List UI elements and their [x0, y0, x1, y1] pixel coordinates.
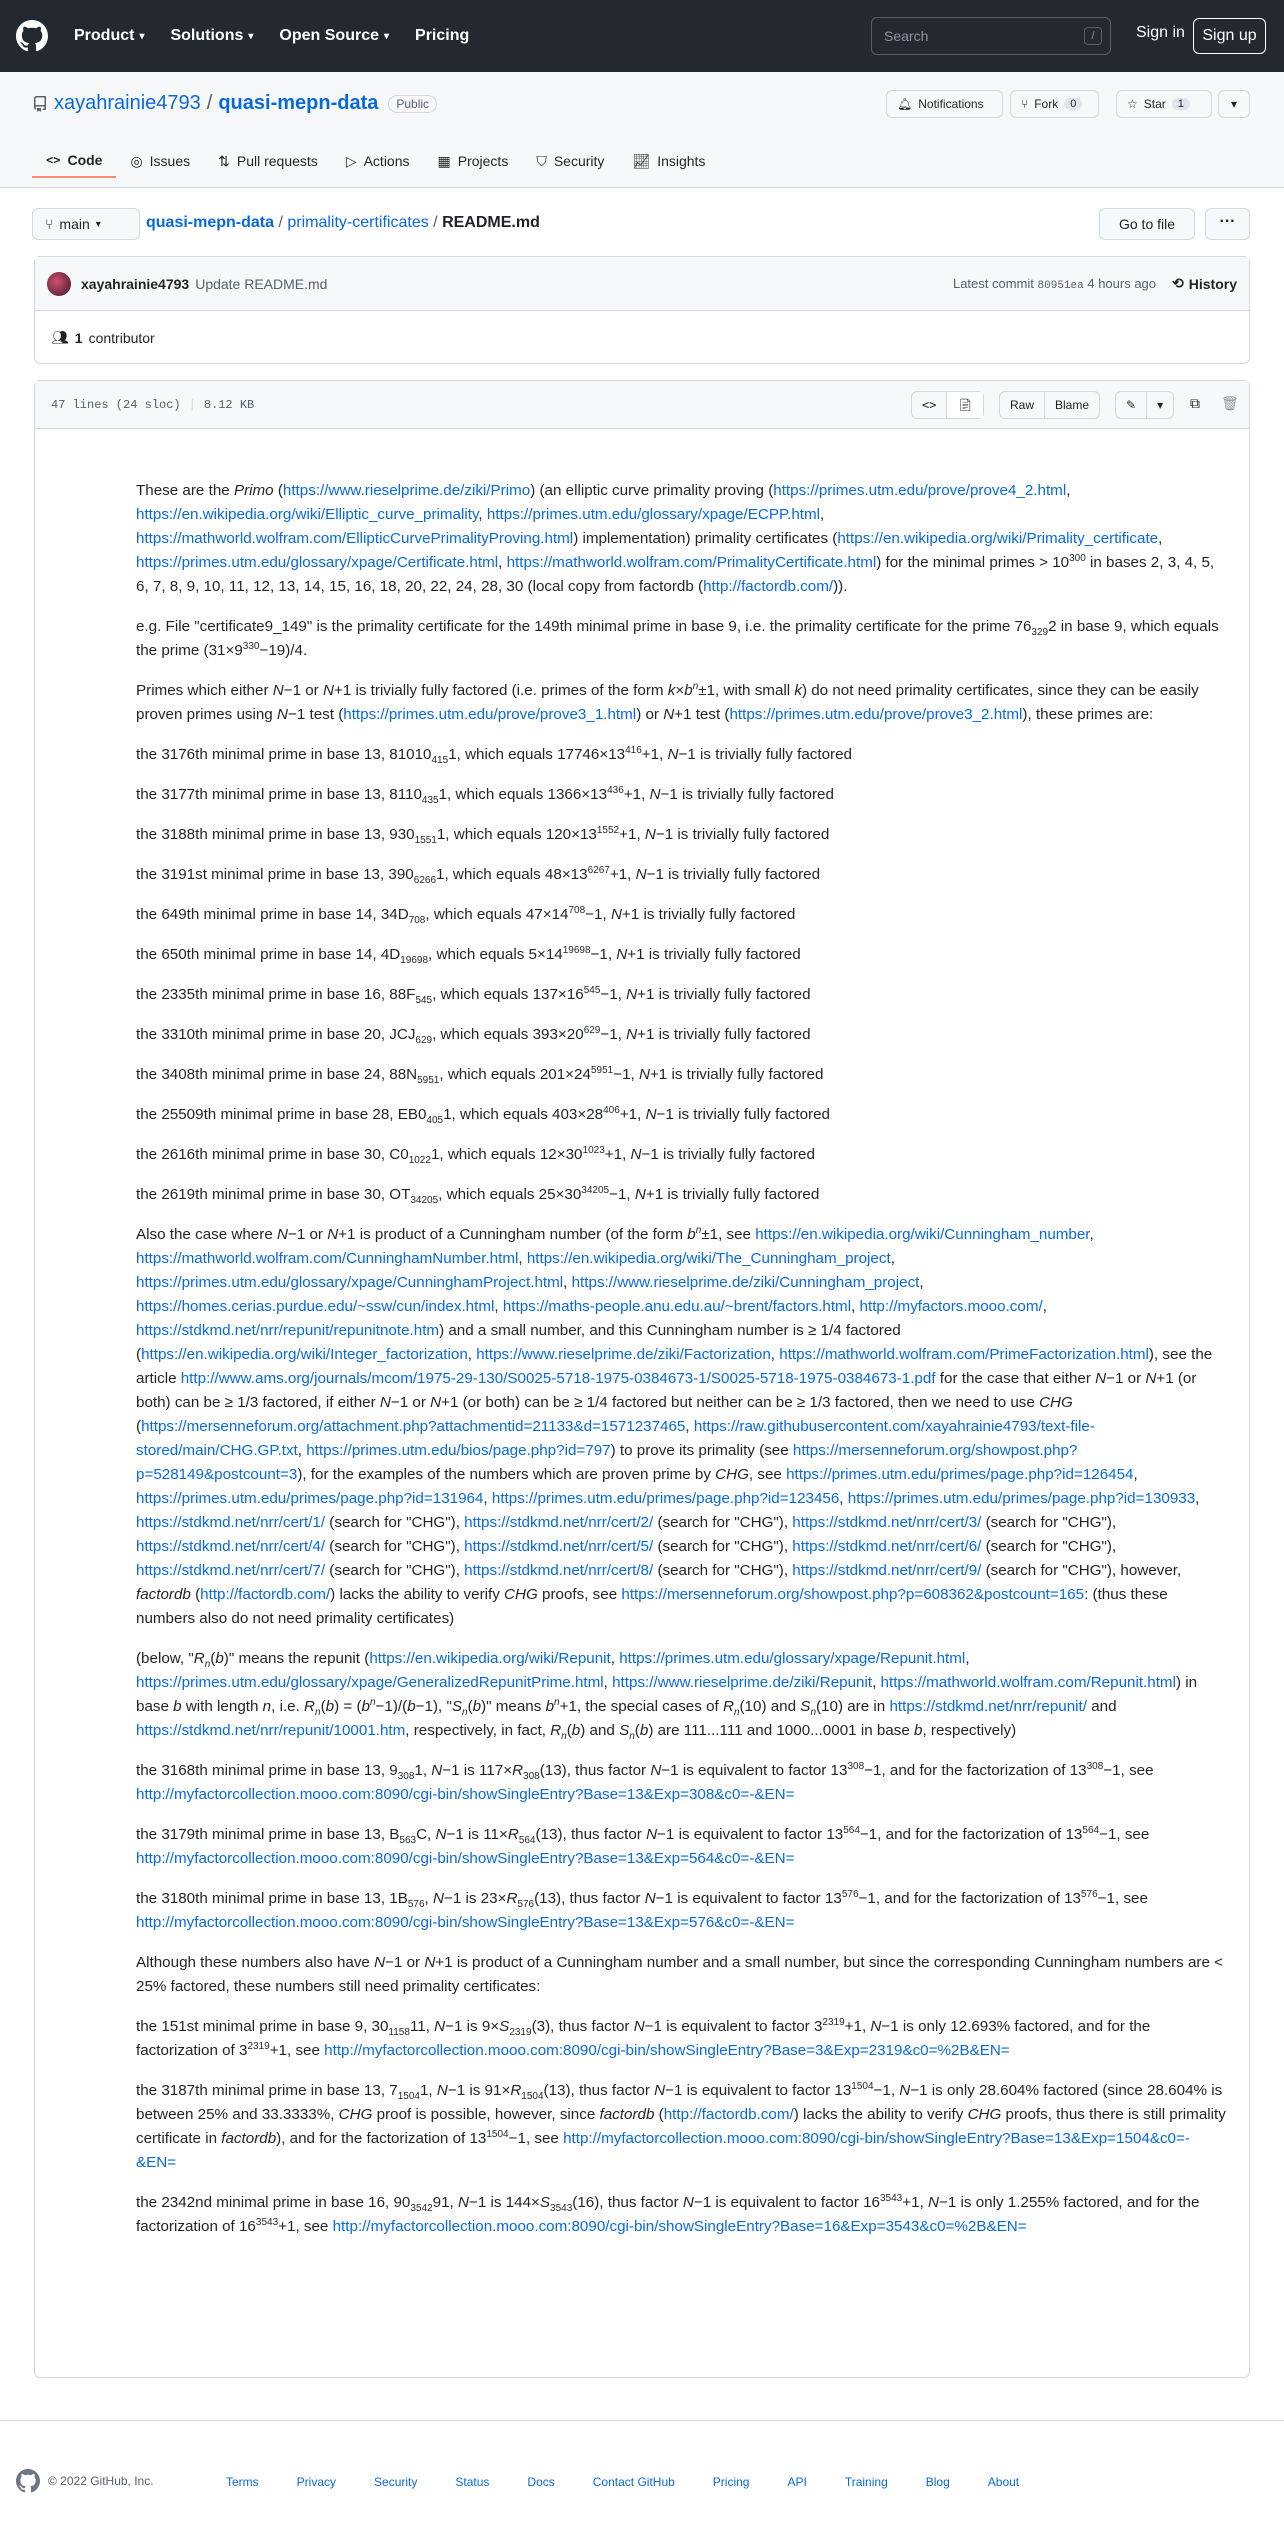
nav-solutions[interactable] — [170, 27, 253, 45]
link[interactable]: http://factordb.com/ — [663, 2106, 794, 2123]
nav-pricing[interactable]: Pricing — [415, 27, 470, 44]
tab-label: Actions — [363, 153, 410, 169]
link[interactable]: https://stdkmd.net/nrr/repunit/repunitnote.htm — [136, 1322, 440, 1339]
tab-issues[interactable] — [116, 144, 204, 178]
chevron-down-icon[interactable]: ▾ — [1157, 398, 1164, 412]
fork-icon: ⑂ — [1021, 97, 1029, 111]
link[interactable]: https://primes.utm.edu/prove/prove3_2.html — [729, 706, 1023, 723]
link[interactable]: https://primes.utm.edu/glossary/xpage/Repunit.html — [619, 1650, 966, 1667]
footer-link-about[interactable]: About — [987, 2475, 1020, 2489]
commit-time: 4 hours ago — [1087, 275, 1157, 291]
star-dropdown-button[interactable] — [1218, 90, 1250, 118]
readme-paragraph: the 25509th minimal prime in base 28, $EB0_{405}1$, which equals $403\times 28^{406}+1$, N−1 is trivially fully factored — [136, 1104, 831, 1127]
link[interactable]: http://factordb.com/ — [200, 1586, 331, 1603]
link[interactable]: http://myfactorcollection.mooo.com:8090/cgi-bin/showSingleEntry?Base=13&Exp=1504&c0=-&EN= — [136, 2130, 1190, 2171]
link[interactable]: https://primes.utm.edu/primes/page.php?id=131964 — [136, 1490, 484, 1507]
tab-label: Code — [67, 152, 103, 168]
go-to-file-button[interactable]: Go to file — [1099, 208, 1195, 240]
link[interactable]: https://en.wikipedia.org/wiki/The_Cunningham_project — [526, 1250, 891, 1267]
nav-product[interactable] — [74, 27, 144, 45]
repo-tabs — [32, 144, 719, 178]
history-link[interactable] — [1172, 275, 1237, 292]
readme-paragraph: e.g. File "certificate9_149" is the primality certificate for the 149th minimal prime in base 9, i.e. the primality certificate for the prime $76_{329}2$ in base 9, which equals the prime $(31\times 9^{330}-19)/4$. — [136, 618, 1219, 659]
readme-paragraph: the 3180th minimal prime in base 13, $1B_{576}$, N−1 is $23\times R_{576}(13)$, thus factor N−1 is equivalent to factor $13^{576}-1$, and for the factorization of $13^{576}-1$, see http://myfactorcollection.mooo.com:8090/cgi-bin/showSingleEntry?Base=13&Exp=576&c0=-&EN= — [136, 1888, 1148, 1931]
readme-paragraph: the 2619th minimal prime in base 30, $OT_{34205}$, which equals $25\times 30^{34205}-1$, N+1 is trivially fully factored — [136, 1184, 820, 1207]
readme-paragraph: Although these numbers also have N−1 or N+1 is product of a Cunningham number and a small number, but since the corresponding Cunningham numbers are < 25% factored, these numbers still need primality certificates: — [136, 1954, 1223, 1995]
link[interactable]: http://myfactorcollection.mooo.com:8090/cgi-bin/showSingleEntry?Base=3&Exp=2319&c0=%2B&EN= — [324, 2042, 1010, 2059]
link[interactable]: https://stdkmd.net/nrr/cert/3/ — [792, 1514, 982, 1531]
readme-paragraph: Primes which either N−1 or N+1 is trivially fully factored (i.e. primes of the form $k\times b^n\pm 1$, with small k) do not need primality certificates, since they can be easily proven primes using N−1 test (https://primes.utm.edu/prove/prove3_1.html) or N+1 test (https://primes.utm.edu/prove/prove3_2.html), these primes are: — [136, 680, 1199, 723]
link[interactable]: https://stdkmd.net/nrr/cert/8/ — [464, 1562, 654, 1579]
readme-paragraph: the 3176th minimal prime in base 13, $81010_{415}1$, which equals $17746\times 13^{416}+1$, N−1 is trivially fully factored — [136, 744, 852, 767]
tab-label: Security — [553, 153, 605, 169]
tab-code[interactable] — [32, 144, 116, 178]
link[interactable]: https://stdkmd.net/nrr/cert/6/ — [792, 1538, 982, 1555]
pencil-icon[interactable]: ✎ — [1116, 392, 1147, 418]
link[interactable]: https://primes.utm.edu/prove/prove3_1.html — [343, 706, 637, 723]
link[interactable]: https://primes.utm.edu/glossary/xpage/CunninghamProject.html — [136, 1274, 564, 1291]
chevron-down-icon: ▾ — [383, 30, 390, 42]
star-button[interactable] — [1116, 90, 1212, 118]
nav-label: Open Source — [279, 27, 379, 44]
search-shortcut-key: / — [1084, 27, 1102, 45]
link[interactable]: http://myfactorcollection.mooo.com:8090/cgi-bin/showSingleEntry?Base=13&Exp=564&c0=-&EN= — [136, 1850, 795, 1867]
tab-label: Insights — [657, 153, 706, 169]
readme-paragraph: the 3408th minimal prime in base 24, $88N_{5951}$, which equals $201\times 24^{5951}-1$, N+1 is trivially fully factored — [136, 1064, 824, 1087]
view-toggle — [911, 391, 984, 419]
link[interactable]: http://myfactors.mooo.com/ — [859, 1298, 1043, 1315]
contributors[interactable] — [35, 311, 1249, 364]
edit-group — [1115, 391, 1174, 419]
link[interactable]: https://primes.utm.edu/primes/page.php?id=123456 — [491, 1490, 840, 1507]
readme-paragraph: the 3191st minimal prime in base 13, $390_{6266}1$, which equals $48\times 13^{6267}+1$, N−1 is trivially fully factored — [136, 864, 821, 887]
code-view-button[interactable]: <> — [912, 392, 947, 418]
nav-label: Solutions — [170, 27, 244, 44]
tab-label: Projects — [457, 153, 509, 169]
tab-projects[interactable] — [424, 144, 523, 178]
raw-blame-group — [999, 391, 1100, 419]
notifications-label: Notifications — [918, 97, 984, 111]
readme-paragraph: the 649th minimal prime in base 14, $34D_{708}$, which equals $47\times 14^{708}-1$, N+1 is trivially fully factored — [136, 904, 796, 927]
footer-link-status[interactable]: Status — [455, 2475, 490, 2489]
line-count: 47 lines (24 sloc) — [51, 397, 181, 412]
tab-label: Issues — [149, 153, 191, 169]
link[interactable]: https://en.wikipedia.org/wiki/Cunningham_number — [755, 1226, 1090, 1243]
readme-paragraph: Also the case where N−1 or N+1 is product of a Cunningham number (of the form $b^n\pm 1$, see https://en.wikipedia.org/wiki/Cunningham_number, https://mathworld.wolfram.com/CunninghamNumber.html, https://en.wikipedia.org/wiki/The_Cunningham_project, https://primes.utm.edu/glossary/xpage/CunninghamProject.html, https://www.rieselprime.de/ziki/Cunningham_project, https://homes.cerias.purdue.edu/~ssw/cun/index.html, https://maths-people.anu.edu.au/~brent/factors.html, http://myfactors.mooo.com/, https://stdkmd.net/nrr/repunit/repunitnote.htm) and a small number, and this Cunningham number is ≥ 1/4 factored (https://en.wikipedia.org/wiki/Integer_factorization, https://www.rieselprime.de/ziki/Factorization, https://mathworld.wolfram.com/PrimeFactorization.html), see the article http://www.ams.org/journals/mcom/1975-29-130/S0025-5718-1975-0384673-1/S0025-5718-1975-0384673-1.pdf for the case that either N−1 or N+1 (or both) can be ≥ 1/3 factored, if either N−1 or N+1 (or both) can be ≥ 1/4 factored but neither can be ≥ 1/3 factored, then we need to use CHG (https://mersenneforum.org/attachment.php?attachmentid=21133&d=1571237465, https://raw.githubusercontent.com/xayahrainie4793/text-file-stored/main/CHG.GP.txt, https://primes.utm.edu/bios/page.php?id=797) to prove its primality (see https://mersenneforum.org/showpost.php?p=528149&postcount=3), for the examples of the numbers which are proven prime by CHG, see https://primes.utm.edu/primes/page.php?id=126454, https://primes.utm.edu/primes/page.php?id=131964, https://primes.utm.edu/primes/page.php?id=123456, https://primes.utm.edu/primes/page.php?id=130933, https://stdkmd.net/nrr/cert/1/ (search for "CHG"), https://stdkmd.net/nrr/cert/2/ (search for "CHG"), https://stdkmd.net/nrr/cert/3/ (search for "CHG"), https://stdkmd.net/nrr/cert/4/ (search for "CHG"), https://stdkmd.net/nrr/cert/5/ (search for "CHG"), https://stdkmd.net/nrr/cert/6/ (search for "CHG"), https://stdkmd.net/nrr/cert/7/ (search for "CHG"), https://stdkmd.net/nrr/cert/8/ (search for "CHG"), https://stdkmd.net/nrr/cert/9/ (search for "CHG"), however, factordb (http://factordb.com/) lacks the ability to verify CHG proofs, see https://mersenneforum.org/showpost.php?p=608362&postcount=165: (thus these numbers also do not need primality certificates) — [136, 1224, 1213, 1627]
nav-open-source[interactable] — [279, 27, 389, 45]
search-placeholder: Search — [884, 28, 929, 44]
link[interactable]: http://myfactorcollection.mooo.com:8090/cgi-bin/showSingleEntry?Base=13&Exp=576&c0=-&EN= — [136, 1914, 795, 1931]
notifications-button[interactable] — [886, 90, 1003, 118]
footer-link-terms[interactable]: Terms — [226, 2475, 259, 2489]
raw-button[interactable]: Raw — [1000, 392, 1045, 418]
link[interactable]: http://www.ams.org/journals/mcom/1975-29-130/S0025-5718-1975-0384673-1/S0025-5718-1975-0384673-1.pdf — [180, 1370, 936, 1387]
tab-label: Pull requests — [236, 153, 318, 169]
commit-author[interactable]: xayahrainie4793 — [81, 275, 190, 292]
link[interactable]: https://www.rieselprime.de/ziki/Cunningham_project — [571, 1274, 920, 1291]
tab-insights[interactable] — [618, 144, 719, 178]
latest-commit-label: Latest commit — [952, 275, 1034, 291]
footer-link-training[interactable]: Training — [844, 2475, 888, 2489]
code-icon: <> — [46, 153, 61, 167]
breadcrumb-dir[interactable]: primality-certificates — [287, 214, 429, 231]
contributor-count: 1 — [74, 329, 83, 346]
footer-link-privacy[interactable]: Privacy — [296, 2475, 337, 2489]
footer-link-api[interactable]: API — [787, 2475, 807, 2489]
readme-paragraph: the 3310th minimal prime in base 20, $JCJ_{629}$, which equals $393\times 20^{629}-1$, N+1 is trivially fully factored — [136, 1024, 811, 1047]
link[interactable]: https://stdkmd.net/nrr/cert/7/ — [136, 1562, 326, 1579]
footer-link-contact[interactable]: Contact GitHub — [592, 2475, 675, 2489]
readme-paragraph: the 2616th minimal prime in base 30, $C0_{1022}1$, which equals $12\times 30^{1023}+1$, N−1 is trivially fully factored — [136, 1144, 815, 1167]
history-icon: ⟲ — [1172, 275, 1184, 291]
chevron-down-icon: ▾ — [248, 30, 254, 42]
link[interactable]: https://stdkmd.net/nrr/repunit/10001.htm — [136, 1722, 406, 1739]
link[interactable]: https://stdkmd.net/nrr/cert/2/ — [464, 1514, 654, 1531]
link[interactable]: https://www.rieselprime.de/ziki/Repunit — [612, 1674, 873, 1691]
issue-icon: ◎ — [130, 152, 143, 169]
link[interactable]: https://primes.utm.edu/glossary/xpage/ECPP.html — [486, 506, 821, 523]
file-viewer — [34, 380, 1250, 2378]
nav-label: Product — [74, 27, 135, 44]
link[interactable]: http://myfactorcollection.mooo.com:8090/cgi-bin/showSingleEntry?Base=13&Exp=308&c0=-&EN= — [136, 1786, 795, 1803]
branch-name: main — [59, 216, 90, 232]
star-icon: ☆ — [1127, 97, 1138, 111]
people-icon: 👥︎ — [51, 329, 69, 345]
breadcrumb — [146, 214, 540, 232]
contributor-label: contributor — [88, 329, 155, 346]
star-count: 1 — [1172, 98, 1190, 110]
repo-owner-link[interactable]: xayahrainie4793 — [54, 92, 201, 114]
readme-paragraph: the 2335th minimal prime in base 16, $88F_{545}$, which equals $137\times 16^{545}-1$, N+1 is trivially fully factored — [136, 984, 811, 1007]
tab-pull-requests[interactable] — [204, 144, 332, 178]
readme-paragraph: the 151st minimal prime in base 9, $30_{1158}11$, N−1 is $9\times S_{2319}(3)$, thus factor N−1 is equivalent to factor $3^{2319}+1$, N−1 is only 12.693% factored, and for the factorization of $3^{2319}+1$, see http://myfactorcollection.mooo.com:8090/cgi-bin/showSingleEntry?Base=3&Exp=2319&c0=%2B&EN= — [136, 2016, 1151, 2059]
link[interactable]: https://mathworld.wolfram.com/CunninghamNumber.html — [136, 1250, 519, 1267]
breadcrumb-repo[interactable]: quasi-mepn-data — [146, 214, 275, 231]
graph-icon: 📈︎ — [632, 152, 651, 169]
star-label: Star — [1143, 97, 1166, 111]
commit-message[interactable]: Update README.md — [195, 275, 328, 292]
link[interactable]: https://stdkmd.net/nrr/cert/4/ — [136, 1538, 326, 1555]
footer-link-security[interactable]: Security — [374, 2475, 418, 2489]
fork-label: Fork — [1034, 97, 1059, 111]
bell-icon: 🔔︎ — [897, 97, 913, 111]
link[interactable]: https://mathworld.wolfram.com/PrimalityCertificate.html — [506, 554, 877, 571]
breadcrumb-file: README.md — [442, 214, 540, 231]
repo-title — [32, 92, 437, 115]
link[interactable]: https://stdkmd.net/nrr/cert/9/ — [792, 1562, 982, 1579]
link[interactable]: https://mersenneforum.org/attachment.php?attachmentid=21133&d=1571237465 — [141, 1418, 686, 1435]
repo-name-link[interactable]: quasi-mepn-data — [218, 92, 379, 114]
readme-paragraph: (below, "$R_n(b)$" means the repunit (https://en.wikipedia.org/wiki/Repunit, https://primes.utm.edu/glossary/xpage/Repunit.html, https://primes.utm.edu/glossary/xpage/GeneralizedRepunitPrime.html, https://www.rieselprime.de/ziki/Repunit, https://mathworld.wolfram.com/Repunit.html) in base b with length n, i.e. $R_n(b) = (b^n-1)/(b-1)$, "$S_n(b)$" means $b^n+1$, the special cases of $R_n(10)$ and $S_n(10)$ are in https://stdkmd.net/nrr/repunit/ and https://stdkmd.net/nrr/repunit/10001.htm, respectively, in fact, $R_n(b)$ and $S_n(b)$ are 111...111 and 1000...0001 in base b, respectively) — [136, 1650, 1198, 1743]
link[interactable]: https://primes.utm.edu/primes/page.php?id=126454 — [786, 1466, 1134, 1483]
table-icon: ▦ — [437, 152, 451, 169]
readme-paragraph: the 3188th minimal prime in base 13, $930_{1551}1$, which equals $120\times 13^{1552}+1$, N−1 is trivially fully factored — [136, 824, 830, 847]
footer — [0, 2420, 1284, 2489]
link[interactable]: https://homes.cerias.purdue.edu/~ssw/cun/index.html — [136, 1298, 495, 1315]
link[interactable]: https://en.wikipedia.org/wiki/Primality_certificate — [837, 530, 1159, 547]
search-input[interactable] — [871, 17, 1111, 55]
footer-link-blog[interactable]: Blog — [925, 2475, 950, 2489]
readme-content — [136, 479, 1226, 2255]
blame-button[interactable]: Blame — [1055, 398, 1090, 412]
tab-security[interactable] — [522, 144, 618, 178]
breadcrumb-sep: / — [278, 214, 288, 231]
preview-button[interactable]: 📄︎ — [947, 392, 982, 418]
link[interactable]: http://myfactorcollection.mooo.com:8090/cgi-bin/showSingleEntry?Base=16&Exp=3543&c0=%2B&EN= — [332, 2218, 1027, 2235]
commit-box — [34, 256, 1250, 364]
link[interactable]: https://primes.utm.edu/prove/prove4_2.html — [773, 482, 1067, 499]
link[interactable]: https://stdkmd.net/nrr/cert/1/ — [136, 1514, 326, 1531]
visibility-badge: Public — [388, 95, 437, 113]
footer-copyright: © 2022 GitHub, Inc. — [48, 2474, 154, 2488]
history-label: History — [1188, 275, 1237, 292]
link[interactable]: http://factordb.com/ — [703, 578, 834, 595]
breadcrumb-sep: / — [433, 214, 443, 231]
link[interactable]: https://maths-people.anu.edu.au/~brent/factors.html — [502, 1298, 852, 1315]
link[interactable]: https://primes.utm.edu/glossary/xpage/GeneralizedRepunitPrime.html — [136, 1674, 604, 1691]
shield-icon: ⛉ — [536, 152, 547, 169]
fork-button[interactable] — [1010, 90, 1099, 118]
sign-up-button[interactable]: Sign up — [1193, 18, 1266, 54]
readme-paragraph: the 650th minimal prime in base 14, $4D_{19698}$, which equals $5\times 14^{19698}-1$, N+1 is trivially fully factored — [136, 944, 801, 967]
copy-icon[interactable]: ⧉ — [1190, 395, 1200, 411]
readme-paragraph: These are the Primo (https://www.rieselprime.de/ziki/Primo) (an elliptic curve primality proving (https://primes.utm.edu/prove/prove4_2.html, https://en.wikipedia.org/wiki/Elliptic_curve_primality, https://primes.utm.edu/glossary/xpage/ECPP.html, https://mathworld.wolfram.com/EllipticCurvePrimalityProving.html) implementation) primality certificates (https://en.wikipedia.org/wiki/Primality_certificate, https://primes.utm.edu/glossary/xpage/Certificate.html, https://mathworld.wolfram.com/PrimalityCertificate.html) for the minimal primes > $10^{300}$ in bases 2, 3, 4, 5, 6, 7, 8, 9, 10, 11, 12, 13, 14, 15, 16, 18, 20, 22, 24, 28, 30 (local copy from factordb (http://factordb.com/)). — [136, 482, 1215, 595]
link[interactable]: https://en.wikipedia.org/wiki/Elliptic_curve_primality — [136, 506, 479, 523]
chevron-down-icon: ▾ — [95, 218, 101, 230]
branch-icon: ⑂ — [45, 216, 54, 232]
sign-in-link[interactable]: Sign in — [1136, 24, 1185, 41]
commit-hash[interactable]: 80951ea — [1037, 279, 1084, 292]
link[interactable]: https://primes.utm.edu/glossary/xpage/Certificate.html — [136, 554, 499, 571]
link[interactable]: https://stdkmd.net/nrr/cert/5/ — [464, 1538, 654, 1555]
readme-paragraph: the 3187th minimal prime in base 13, $7_{1504}1$, N−1 is $91\times R_{1504}(13)$, thus factor N−1 is equivalent to factor $13^{1504}-1$, N−1 is only 28.604% factored (since 28.604% is between 25% and 33.3333%, CHG proof is possible, however, since factordb (http://factordb.com/) lacks the ability to verify CHG proofs, thus there is still primality certificate in factordb), and for the factorization of $13^{1504}-1$, see http://myfactorcollection.mooo.com:8090/cgi-bin/showSingleEntry?Base=13&Exp=1504&c0=-&EN= — [136, 2080, 1226, 2171]
link[interactable]: https://stdkmd.net/nrr/repunit/ — [889, 1698, 1087, 1715]
avatar[interactable] — [47, 272, 71, 296]
repo-separator: / — [206, 92, 213, 114]
readme-paragraph: the 2342nd minimal prime in base 16, $90_{3542}91$, N−1 is $144\times S_{3543}(16)$, thus factor N−1 is equivalent to factor $16^{3543}+1$, N−1 is only 1.255% factored, and for the factorization of $16^{3543}+1$, see http://myfactorcollection.mooo.com:8090/cgi-bin/showSingleEntry?Base=16&Exp=3543&c0=%2B&EN= — [136, 2192, 1200, 2235]
more-options-button[interactable]: ··· — [1205, 208, 1250, 240]
link[interactable]: https://en.wikipedia.org/wiki/Integer_factorization — [141, 1346, 468, 1363]
link[interactable]: https://primes.utm.edu/primes/page.php?id=130933 — [847, 1490, 1196, 1507]
footer-link-pricing[interactable]: Pricing — [712, 2475, 750, 2489]
link[interactable]: https://mathworld.wolfram.com/PrimeFactorization.html — [779, 1346, 1149, 1363]
file-size: 8.12 KB — [203, 397, 255, 412]
readme-paragraph: the 3179th minimal prime in base 13, $B_{563}C$, N−1 is $11\times R_{564}(13)$, thus factor N−1 is equivalent to factor $13^{564}-1$, and for the factorization of $13^{564}-1$, see http://myfactorcollection.mooo.com:8090/cgi-bin/showSingleEntry?Base=13&Exp=564&c0=-&EN= — [136, 1824, 1150, 1867]
trash-icon[interactable]: 🗑︎ — [1221, 395, 1239, 411]
chevron-down-icon: ▾ — [139, 30, 145, 42]
readme-paragraph: the 3168th minimal prime in base 13, $9_{308}1$, N−1 is $117\times R_{308}(13)$, thus factor N−1 is equivalent to factor $13^{308}-1$, and for the factorization of $13^{308}-1$, see http://myfactorcollection.mooo.com:8090/cgi-bin/showSingleEntry?Base=13&Exp=308&c0=-&EN= — [136, 1760, 1154, 1803]
branch-selector[interactable] — [32, 208, 140, 240]
tab-actions[interactable] — [332, 144, 424, 178]
pull-request-icon: ⇅ — [218, 152, 230, 169]
readme-paragraph: the 3177th minimal prime in base 13, $8110_{435}1$, which equals $1366\times 13^{436}+1$, N−1 is trivially fully factored — [136, 784, 834, 807]
link[interactable]: https://mersenneforum.org/showpost.php?p=608362&postcount=165 — [621, 1586, 1085, 1603]
link[interactable]: https://en.wikipedia.org/wiki/Repunit — [369, 1650, 611, 1667]
top-navbar — [0, 0, 1284, 72]
play-icon: ▷ — [345, 152, 357, 169]
fork-count: 0 — [1064, 98, 1082, 110]
link[interactable]: https://primes.utm.edu/bios/page.php?id=797 — [306, 1442, 611, 1459]
divider: | — [188, 397, 196, 412]
repo-icon — [32, 96, 48, 112]
link[interactable]: https://mathworld.wolfram.com/EllipticCurvePrimalityProving.html — [136, 530, 574, 547]
latest-commit — [953, 276, 1156, 292]
link[interactable]: https://mathworld.wolfram.com/Repunit.html — [880, 1674, 1176, 1691]
github-logo-icon[interactable] — [16, 20, 48, 52]
link[interactable]: https://www.rieselprime.de/ziki/Factorization — [476, 1346, 771, 1363]
link[interactable]: https://www.rieselprime.de/ziki/Primo — [282, 482, 531, 499]
chevron-down-icon: ▾ — [1230, 97, 1238, 111]
footer-link-docs[interactable]: Docs — [527, 2475, 555, 2489]
github-logo-icon[interactable] — [16, 2469, 40, 2493]
link[interactable]: https://raw.githubusercontent.com/xayahrainie4793/text-file-stored/main/CHG.GP.txt — [136, 1418, 1095, 1459]
link[interactable]: https://mersenneforum.org/showpost.php?p=528149&postcount=3 — [136, 1442, 1078, 1483]
